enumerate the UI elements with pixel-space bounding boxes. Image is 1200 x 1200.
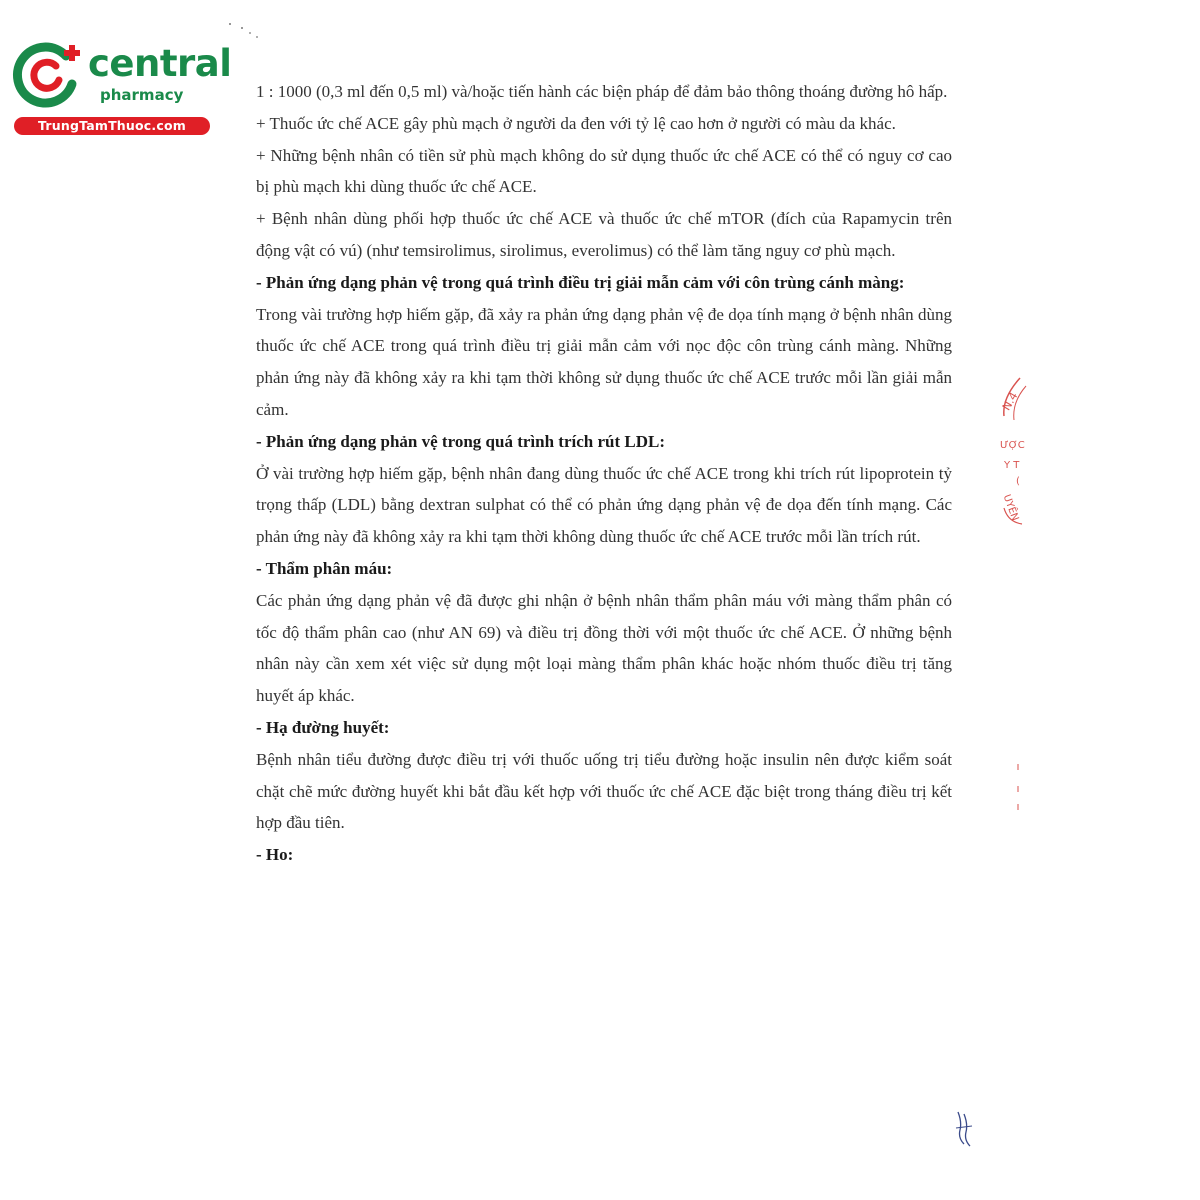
svg-text:Y T: Y T — [1004, 460, 1020, 471]
central-pharmacy-logo — [12, 36, 232, 136]
paragraph: 1 : 1000 (0,3 ml đến 0,5 ml) và/hoặc tiến hành các biện pháp để đảm bảo thông thoáng đường hô hấp. — [256, 82, 948, 101]
paragraph: Ở vài trường hợp hiếm gặp, bệnh nhân đang dùng thuốc ức chế ACE trong khi trích rút lipoprotein tỷ trọng thấp (LDL) bằng dextran sulphat có thể có phản ứng dạng phản vệ đe dọa đến tính mạng. Các phản ứng này đã không xảy ra khi tạm thời không dùng thuốc ức chế ACE trước mỗi lần trích rút. — [256, 463, 952, 547]
paragraph: Các phản ứng dạng phản vệ đã được ghi nhận ở bệnh nhân thẩm phân máu với màng thẩm phân có tốc độ thẩm phân cao (như AN 69) và điều trị đồng thời với một thuốc ức chế ACE. Ở những bệnh nhân này cần xem xét việc sử dụng một loại màng thẩm phân khác hoặc nhóm thuốc điều trị tăng huyết áp khác. — [256, 590, 952, 706]
section-heading: - Phản ứng dạng phản vệ trong quá trình điều trị giải mẫn cảm với côn trùng cánh màng: — [256, 272, 905, 292]
svg-text:ƯỢC: ƯỢC — [1000, 440, 1025, 451]
section-heading: - Phản ứng dạng phản vệ trong quá trình trích rút LDL: — [256, 431, 665, 451]
paragraph: + Thuốc ức chế ACE gây phù mạch ở người da đen với tỷ lệ cao hơn ở người có màu da khác. — [256, 113, 896, 133]
svg-text:UYÊN: UYÊN — [1000, 493, 1021, 523]
partial-seal-stamp — [996, 376, 1036, 526]
svg-text:(: ( — [1016, 476, 1020, 487]
paragraph: Trong vài trường hợp hiếm gặp, đã xảy ra phản ứng dạng phản vệ đe dọa tính mạng ở bệnh nhân dùng thuốc ức chế ACE trong quá trình điều trị giải mẫn cảm với nọc độc côn trùng cánh màng. Những phản ứng này đã không xảy ra khi tạm thời không sử dụng thuốc ức chế ACE trước mỗi lần giải mẫn cảm. — [256, 304, 952, 419]
paragraph: + Bệnh nhân dùng phối hợp thuốc ức chế ACE và thuốc ức chế mTOR (đích của Rapamycin trên động vật có vú) (như temsirolimus, sirolimus, everolimus) có thể làm tăng nguy cơ phù mạch. — [256, 209, 952, 260]
paragraph: Bệnh nhân tiểu đường được điều trị với thuốc uống trị tiểu đường hoặc insulin nên được kiểm soát chặt chẽ mức đường huyết khi bắt đầu kết hợp với thuốc ức chế ACE đặc biệt trong tháng điều trị kết hợp đầu tiên. — [256, 749, 952, 833]
section-heading: - Ho: — [256, 845, 294, 865]
section-heading: - Thẩm phân máu: — [256, 558, 393, 578]
logo-brand-name: central — [88, 42, 232, 85]
central-logo-icon — [12, 40, 84, 112]
svg-text:N.4: N.4 — [999, 389, 1021, 413]
logo-brand-subtitle: pharmacy — [100, 86, 184, 104]
paragraph: + Những bệnh nhân có tiền sử phù mạch không do sử dụng thuốc ức chế ACE có thể có nguy cơ cao bị phù mạch khi dùng thuốc ức chế ACE. — [256, 145, 952, 197]
logo-website: TrungTamThuoc.com — [14, 117, 210, 135]
margin-marks — [1012, 760, 1024, 816]
document-body — [256, 76, 952, 871]
section-heading: - Hạ đường huyết: — [256, 717, 390, 737]
handwritten-initials — [952, 1108, 976, 1148]
scan-specks — [226, 18, 266, 42]
